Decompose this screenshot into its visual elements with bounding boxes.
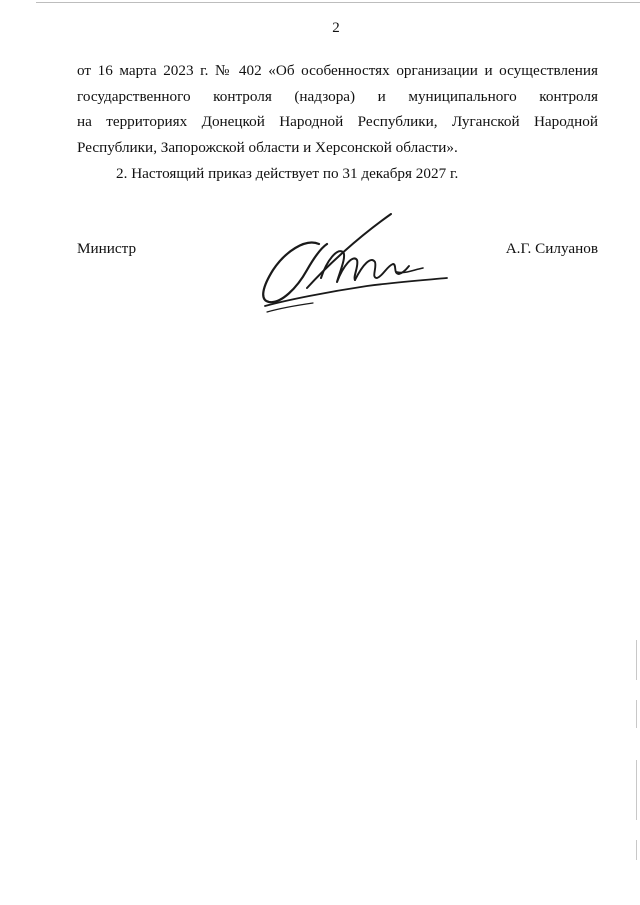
body-line-4: Республики, Запорожской области и Херсонской области».: [77, 139, 458, 157]
signer-position: Министр: [77, 240, 137, 257]
clause-2: 2. Настоящий приказ действует по 31 декабря 2027 г.: [116, 164, 459, 182]
signature-block: [77, 238, 598, 318]
page-number: 2: [332, 20, 340, 36]
handwritten-signature: [247, 208, 457, 318]
scan-edge-mark: [636, 700, 637, 728]
document-body: [77, 58, 598, 187]
body-line-3: на территориях Донецкой Народной Республики, Луганской Народной: [77, 113, 598, 131]
scan-edge-mark: [636, 840, 637, 860]
scan-edge-mark: [636, 760, 637, 820]
body-line-1: от 16 марта 2023 г. № 402 «Об особенностях организации и осуществления: [77, 62, 598, 79]
scan-top-rule: [36, 2, 640, 3]
signer-name: А.Г. Силуанов: [505, 240, 598, 257]
body-line-2: государственного контроля (надзора) и муниципального контроля: [77, 87, 598, 105]
scan-edge-mark: [636, 640, 637, 680]
